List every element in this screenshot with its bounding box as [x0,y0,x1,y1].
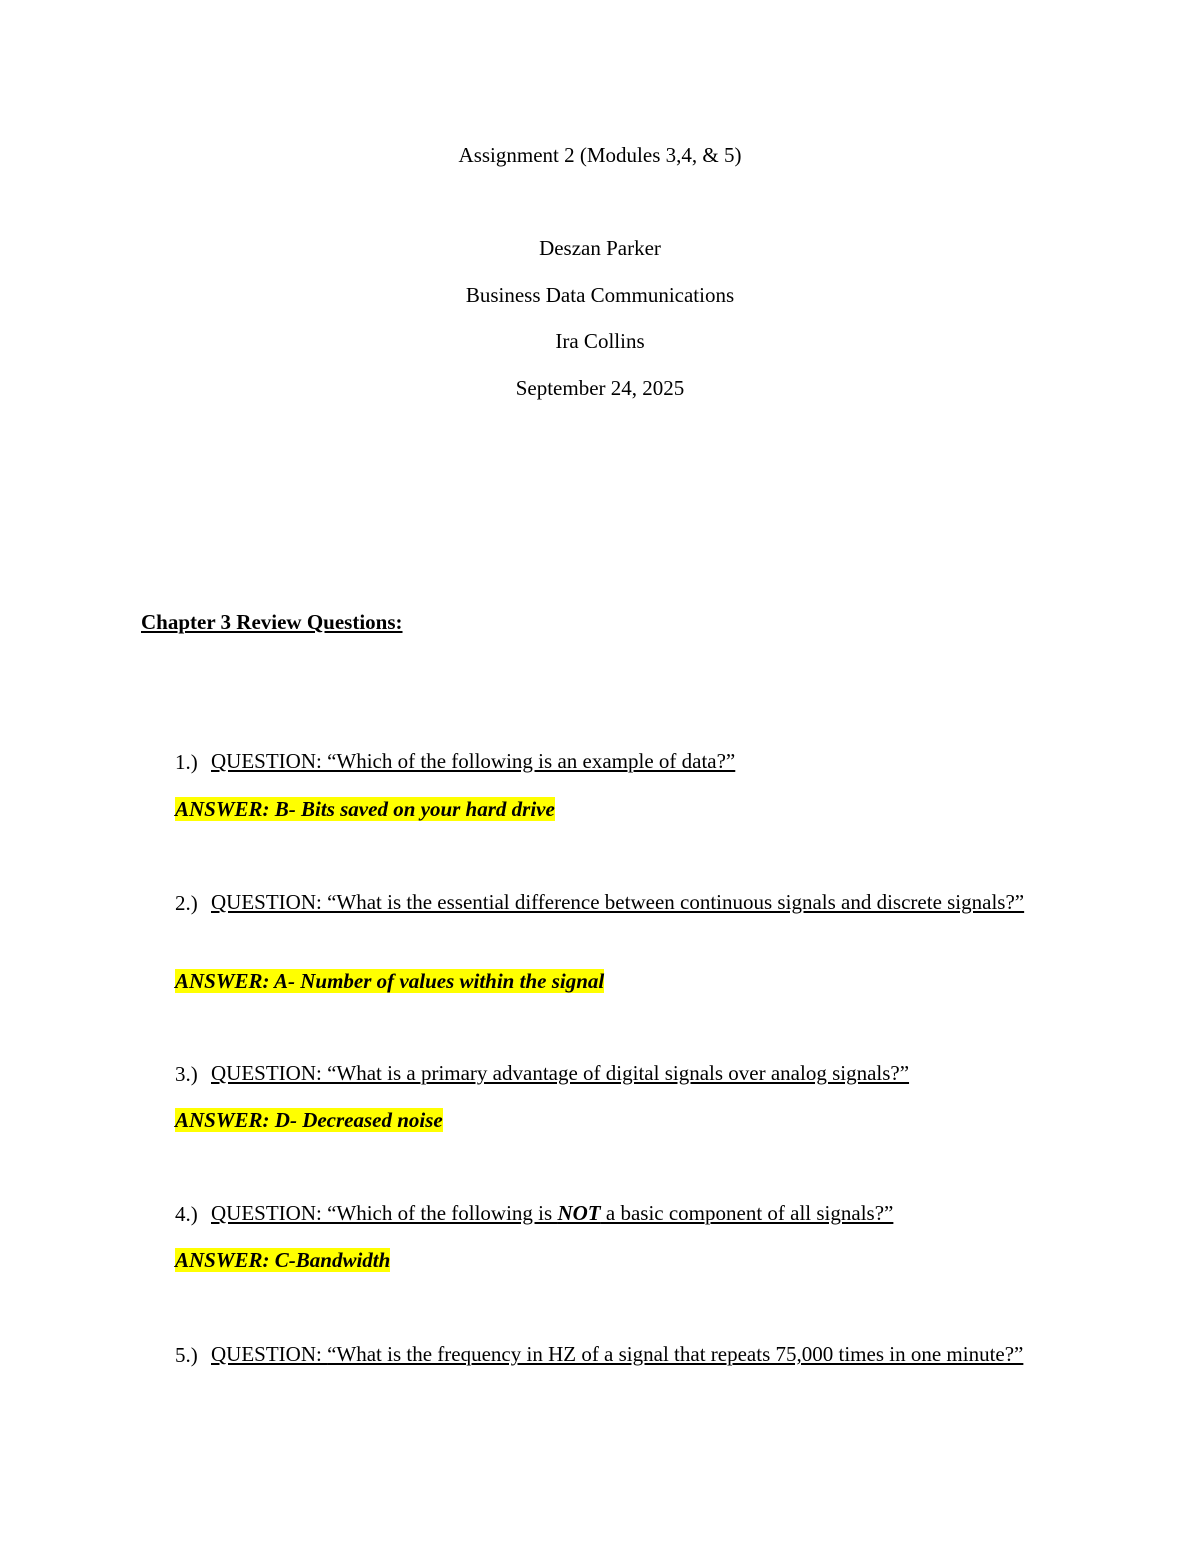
answer-text [175,797,555,822]
assignment-title: Assignment 2 (Modules 3,4, & 5) [458,143,742,167]
question-text-start: QUESTION: “Which of the following is [211,1201,558,1225]
question-number: 3.) [175,1062,198,1086]
question-number: 5.) [175,1343,198,1367]
chapter-heading: Chapter 3 Review Questions: [141,610,403,634]
answer-highlight: ANSWER: C-Bandwidth [175,1248,391,1272]
question-text: QUESTION: “Which of the following is an example of data?” [211,749,736,773]
answer-text [175,969,604,994]
answer-text [175,1108,443,1133]
question-prefix: QUESTION: [211,1342,328,1366]
instructor-name: Ira Collins [555,329,645,353]
question-text: QUESTION: “What is a primary advantage of digital signals over analog signals?” [211,1061,910,1085]
answer-text [175,1248,390,1273]
assignment-date: September 24, 2025 [515,376,685,400]
question-text [211,1198,1051,1229]
question-number: 4.) [175,1202,198,1226]
question-text [211,1339,1051,1370]
answer-highlight: ANSWER: B- Bits saved on your hard drive [175,797,555,821]
question-emphasis: NOT [557,1201,601,1225]
question-body: “What is the frequency in HZ of a signal that repeats 75,000 times in one minute?” [327,1342,1024,1366]
answer-highlight: ANSWER: D- Decreased noise [175,1108,443,1132]
question-text-end: a basic component of all signals?” [600,1201,894,1225]
question-number: 2.) [175,891,198,915]
question-number: 1.) [175,750,198,774]
course-name: Business Data Communications [465,283,735,307]
student-name: Deszan Parker [539,236,661,260]
question-text: QUESTION: “What is the essential difference between continuous signals and discrete signals?” [211,890,1025,914]
answer-highlight: ANSWER: A- Number of values within the signal [175,969,605,993]
